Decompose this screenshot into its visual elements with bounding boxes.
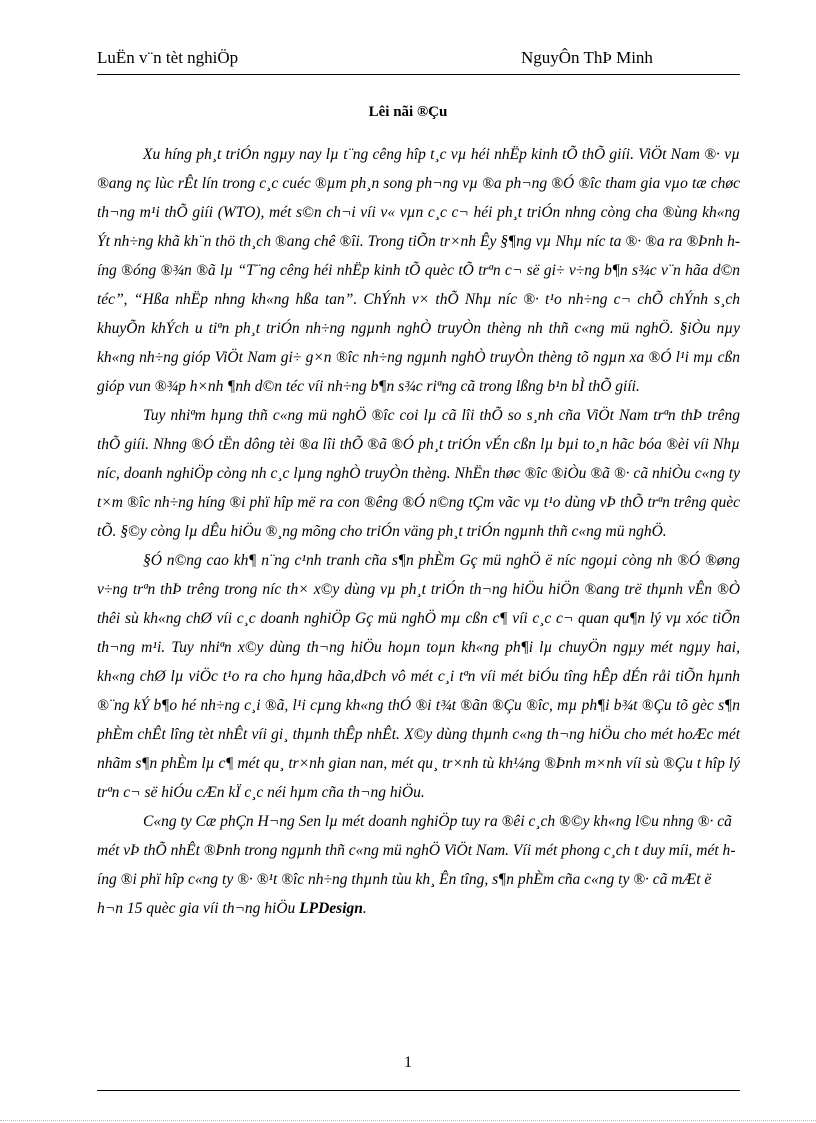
header-author-name: NguyÔn ThÞ Minh (521, 48, 653, 67)
paragraph-2: Tuy nhiªm hµng thñ c«ng mü nghÖ ®îc coi lµ cã lîi thÕ so s¸nh cña ViÖt Nam trªn thÞ trêng thÕ giíi. Nhng ®Ó tËn dông tèi ®a lîi thÕ ®ã ®Ó ph¸t triÓn vÉn cßn lµ bµi to¸n hãc bóa ®èi víi Nhµ níc, doanh nghiÖp còng nh c¸c lµng nghÒ truyÒn thèng. NhËn thøc ®îc ®iÒu ®ã ®· cã nhiÒu c«ng ty t×m ®îc nh÷ng híng ®i phï hîp më ra con ®êng ®Ó n©ng tÇm vãc vµ t¹o dùng vÞ thÕ trªn trêng quèc tÕ. §©y còng lµ dÊu hiÖu ®¸ng mõng cho triÓn väng ph¸t triÓn ngµnh thñ c«ng mü nghÖ. (97, 407, 740, 540)
page-break-line (0, 1120, 816, 1121)
document-body (97, 140, 740, 923)
header-thesis-label: LuËn v¨n tèt nghiÖp (97, 48, 239, 67)
header-divider (97, 74, 740, 75)
footer-divider (97, 1090, 740, 1091)
paragraph-4-end: . (362, 900, 367, 917)
page-number: 1 (404, 1054, 412, 1071)
paragraph-4 (97, 807, 740, 923)
brand-name: LPDesign (299, 900, 363, 917)
paragraph-3: §Ó n©ng cao kh¶ n¨ng c¹nh tranh cña s¶n phÈm Gç mü nghÖ ë níc ngoµi còng nh ®Ó ®øng v÷ng trªn thÞ trêng trong níc th× x©y dùng vµ ph¸t triÓn th¬ng hiÖu hiÖn ®ang trë thµnh vÊn ®Ò thêi sù kh«ng chØ víi c¸c doanh nghiÖp Gç mü nghÖ mµ cßn c¶ víi c¸c c¬ quan qu¶n lý vµ xóc tiÕn th¬ng m¹i. Tuy nhiªn x©y dùng th¬ng hiÖu hoµn toµn kh«ng ph¶i lµ chuyÖn ngµy mét ngµy hai, kh«ng chØ lµ viÖc t¹o ra cho hµng hãa,dÞch vô mét c¸i tªn víi mét biÓu tîng hÊp dÉn råi tiÕn hµnh ®¨ng kÝ b¶o hé nh÷ng c¸i ®ã, l¹i cµng kh«ng thÓ ®i t¾t ®ãn ®Çu ®îc, mµ ph¶i b¾t ®Çu tõ gèc s¶n phÈm chÊt lîng tèt nhÊt víi gi¸ thµnh thÊp nhÊt. X©y dùng thµnh c«ng th¬ng hiÖu cho mét hoÆc mét nhãm s¶n phÈm lµ c¶ mét qu¸ tr×nh gian nan, mét qu¸ tr×nh tù kh¼ng ®Þnh m×nh víi sù ®Çu t hîp lý trªn c¬ së hiÓu cÆn kÏ c¸c néi hµm cña th¬ng hiÖu. (97, 552, 740, 801)
page-title: Lêi nãi ®Çu (368, 104, 448, 120)
page-header (97, 48, 740, 74)
paragraph-1: Xu híng ph¸t triÓn ngµy nay lµ t¨ng cêng hîp t¸c vµ héi nhËp kinh tÕ thÕ giíi. ViÖt Nam ®· vµ ®ang nç lùc rÊt lín trong c¸c cuéc ®µm ph¸n song ph¬ng vµ ®a ph¬ng ®Ó ®îc tham gia vµo tæ chøc th¬ng m¹i thÕ giíi (WTO), mét s©n ch¬i víi v« vµn c¸c c¬ héi ph¸t triÓn nhng còng cha ®ùng kh«ng Ýt nh÷ng khã kh¨n thö th¸ch ®ang chê ®îi. Trong tiÕn tr×nh Êy §¶ng vµ Nhµ níc ta ®· ®a ra ®Þnh híng ®óng ®¾n ®ã lµ “T¨ng cêng héi nhËp kinh tÕ quèc tÕ trªn c¬ së gi÷ v÷ng b¶n s¾c v¨n hãa d©n téc”, “Hßa nhËp nhng kh«ng hßa tan”. ChÝnh v× thÕ Nhµ níc ®· t¹o nh÷ng c¬ chÕ chÝnh s¸ch khuyÕn khÝch u tiªn ph¸t triÓn nh÷ng ngµnh nghÒ truyÒn thèng nh thñ c«ng mü nghÖ. §iÒu nµy kh«ng nh÷ng gióp ViÖt Nam gi÷ g×n ®îc nh÷ng ngµnh nghÒ truyÒn thèng tõ ngµn xa ®Ó l¹i mµ cßn gióp vun ®¾p h×nh ¶nh d©n téc víi nh÷ng b¶n s¾c riªng cã trong lßng b¹n bÌ thÕ giíi. (97, 146, 740, 395)
paragraph-4-text: C«ng ty Cæ phÇn H¬ng Sen lµ mét doanh nghiÖp tuy ra ®êi c¸ch ®©y kh«ng l©u nhng ®· cã mét vÞ thÕ nhÊt ®Þnh trong ngµnh thñ c«ng mü nghÖ ViÖt Nam. Víi mét phong c¸ch t duy míi, mét híng ®i phï hîp c«ng ty ®· ®¹t ®îc nh÷ng thµnh tùu kh¸ Ên tîng, s¶n phÈm cña c«ng ty ®· cã mÆt ë h¬n 15 quèc gia víi th¬ng hiÖu (97, 813, 736, 917)
